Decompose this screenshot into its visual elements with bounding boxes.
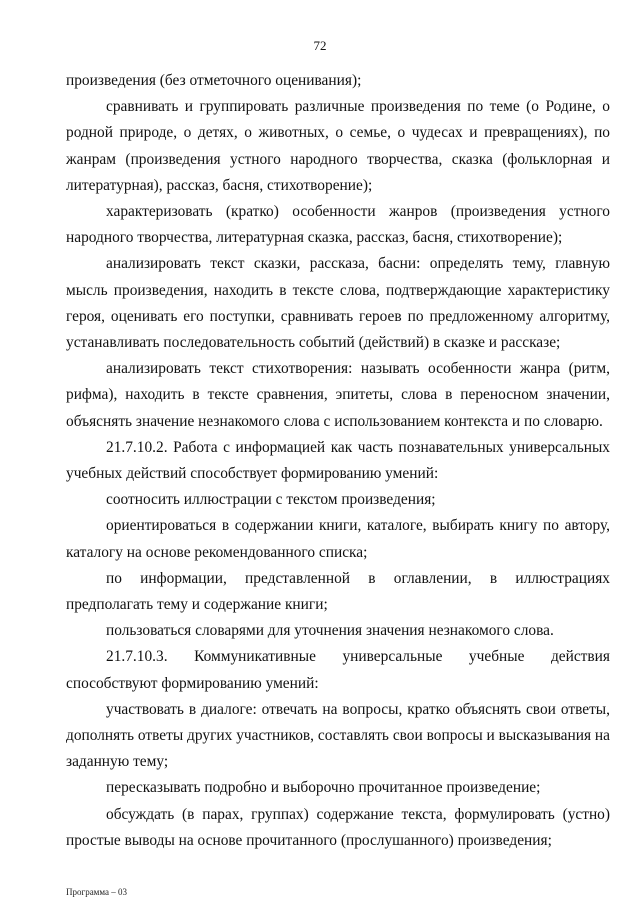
paragraph: пересказывать подробно и выборочно прочитанное произведение; [106, 779, 541, 797]
paragraph: соотносить иллюстрации с текстом произведения; [106, 491, 436, 509]
paragraph: анализировать текст сказки, рассказа, басни: определять тему, главную мысль произведения, находить в тексте слова, подтверждающие характеристику героя, оценивать его поступки, сравнивать героев по предложенному алгоритму, устанавливать последовательность событий (действий) в сказке и рассказе; [66, 255, 610, 352]
paragraph: характеризовать (кратко) особенности жанров (произведения устного народного творчества, литературная сказка, рассказ, басня, стихотворение); [66, 203, 610, 247]
paragraph: произведения (без отметочного оценивания); [66, 72, 362, 89]
page-number: 72 [313, 38, 327, 53]
paragraph: обсуждать (в парах, группах) содержание текста, формулировать (устно) простые выводы на основе прочитанного (прослушанного) произведения; [66, 805, 610, 849]
paragraph: ориентироваться в содержании книги, каталоге, выбирать книгу по автору, каталогу на основе рекомендованного списка; [66, 517, 610, 561]
section-paragraph: 21.7.10.2. Работа с информацией как часть познавательных универсальных учебных действий способствует формированию умений: [66, 438, 610, 483]
paragraph: анализировать текст стихотворения: называть особенности жанра (ритм, рифма), находить в тексте сравнения, эпитеты, слова в переносном значении, объяснять значение незнакомого слова с использованием контекста и по словарю. [66, 360, 610, 430]
footer-label: Программа – 03 [66, 887, 128, 897]
section-paragraph: 21.7.10.3. Коммуникативные универсальные учебные действия способствуют формированию умений: [66, 648, 610, 692]
paragraph: по информации, представленной в оглавлении, в иллюстрациях предполагать тему и содержание книги; [66, 569, 610, 614]
paragraph: сравнивать и группировать различные произведения по теме (о Родине, о родной природе, о детях, о животных, о семье, о чудесах и превращениях), по жанрам (произведения устного народного творчества, сказка (фольклорная и литературная), рассказ, басня, стихотворение); [66, 98, 610, 194]
document-body [66, 68, 610, 854]
paragraph: пользоваться словарями для уточнения значения незнакомого слова. [106, 622, 554, 640]
paragraph: участвовать в диалоге: отвечать на вопросы, кратко объяснять свои ответы, дополнять ответы других участников, составлять свои вопросы и высказывания на заданную тему; [66, 700, 610, 771]
